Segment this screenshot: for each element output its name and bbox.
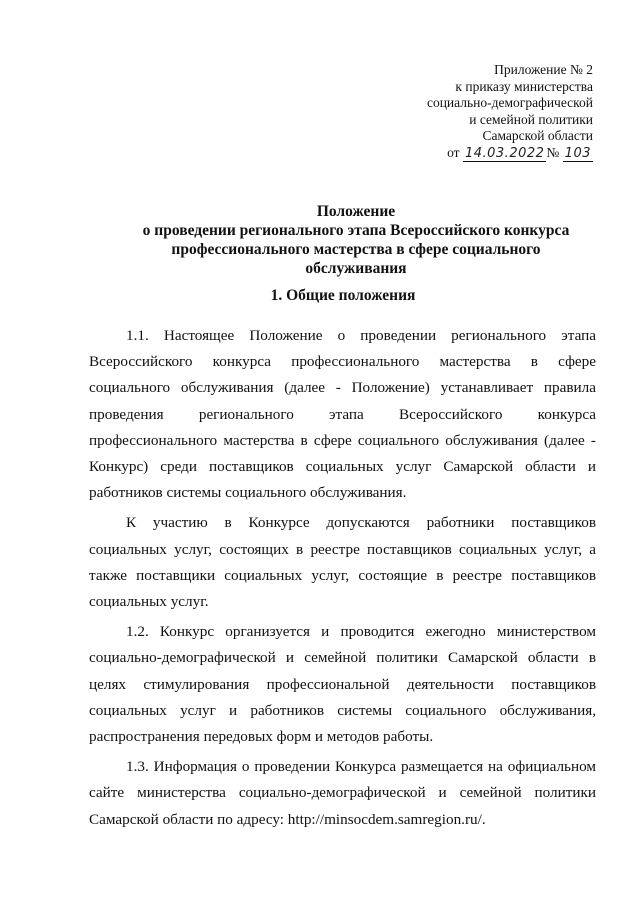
date-prefix: от [447,144,460,160]
appendix-line: Самарской области [482,128,593,143]
appendix-header [427,62,593,162]
paragraph: 1.1. Настоящее Положение о проведении регионального этапа Всероссийского конкурса профессионального мастерства в сфере социального обслуживания (далее - Положение) устанавливает правила проведения регионального этапа Всероссийского конкурса профессионального мастерства в сфере социального обслуживания (далее - Конкурс) среди поставщиков социальных услуг Самарской области и работников системы социального обслуживания. [89,327,596,502]
number-prefix: № [546,144,560,160]
paragraph: К участию в Конкурсе допускаются работники поставщиков социальных услуг, состоящих в реестре поставщиков социальных услуг, а также поставщики социальных услуг, состоящие в реестре поставщиков социальных услуг. [89,514,596,611]
handwritten-number: 103 [564,145,591,161]
title-line: Положение [316,203,396,220]
title-line: о проведении регионального этапа Всероссийского конкурса [142,222,570,239]
paragraph: 1.2. Конкурс организуется и проводится ежегодно министерством социально-демографической и семейной политики Самарской области в целях стимулирования профессиональной деятельности поставщиков социальных услуг и работников системы социального обслуживания, распространения передовых форм и методов работы. [89,623,596,746]
paragraph: 1.3. Информация о проведении Конкурса размещается на официальном сайте министерства социально-демографической и семейной политики Самарской области по адресу: http://minsocdem.samregion.ru/. [89,758,596,828]
appendix-line: к приказу министерства [455,78,593,94]
handwritten-date: 14.03.2022 [464,145,545,161]
document-body [89,323,596,833]
appendix-line: социально-демографической [426,95,593,110]
section-heading: 1. Общие положения [270,287,416,304]
document-title [96,202,616,278]
appendix-line: и семейной политики [469,111,593,127]
appendix-line: Приложение № 2 [494,62,593,77]
appendix-date-line [427,145,593,163]
title-line: профессионального мастерства в сфере социального [171,241,541,258]
title-line: обслуживания [305,260,407,277]
